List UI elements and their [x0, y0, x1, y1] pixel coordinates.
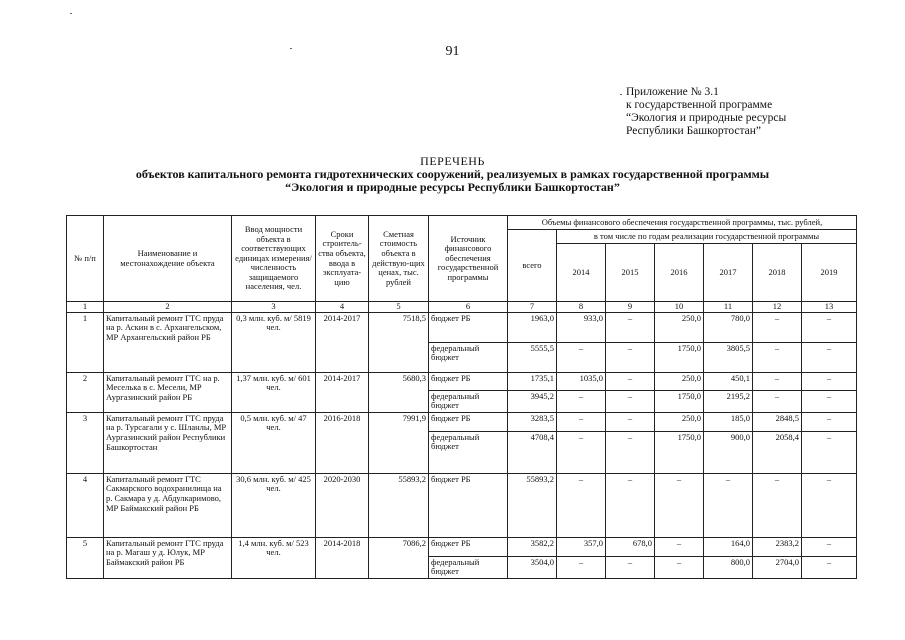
funding-year-value: – [704, 473, 753, 537]
page-number: 91 [445, 44, 460, 59]
object-cost: 55893,2 [369, 473, 429, 537]
funding-total: 1963,0 [508, 312, 557, 342]
funding-year-value: – [557, 473, 606, 537]
funding-year-value: – [606, 390, 655, 412]
header-by-years: в том числе по годам реализации государственной программы [557, 230, 857, 244]
scan-speck [70, 13, 72, 14]
column-number: 4 [316, 302, 369, 313]
header-year: 2019 [802, 244, 857, 302]
funding-year-value: 800,0 [704, 556, 753, 578]
document-title [0, 155, 905, 194]
object-capacity: 0,3 млн. куб. м/ 5819 чел. [232, 312, 316, 372]
funding-total: 3283,5 [508, 412, 557, 431]
funding-source: бюджет РБ [429, 473, 508, 537]
funding-year-value: – [753, 312, 802, 342]
funding-total: 4708,4 [508, 431, 557, 473]
column-number: 1 [67, 302, 104, 313]
scan-speck [620, 94, 622, 95]
funding-year-value: – [557, 556, 606, 578]
header-capacity: Ввод мощности объекта в соответствующих единицах измерения/ численность защищаемого населения, чел. [232, 216, 316, 302]
object-capacity: 0,5 млн. куб. м/ 47 чел. [232, 412, 316, 473]
object-terms: 2016-2018 [316, 412, 369, 473]
column-number: 5 [369, 302, 429, 313]
funding-year-value: – [753, 473, 802, 537]
row-number: 2 [67, 372, 104, 412]
column-number: 3 [232, 302, 316, 313]
funding-year-value: – [606, 342, 655, 372]
header-year: 2014 [557, 244, 606, 302]
funding-total: 3504,0 [508, 556, 557, 578]
header-num: № п/п [67, 216, 104, 302]
funding-source: бюджет РБ [429, 537, 508, 556]
funding-year-value: 250,0 [655, 372, 704, 390]
funding-year-value: – [606, 312, 655, 342]
column-number: 7 [508, 302, 557, 313]
funding-year-value: 2848,5 [753, 412, 802, 431]
funding-year-value: 933,0 [557, 312, 606, 342]
funding-year-value: – [557, 342, 606, 372]
object-cost: 7518,5 [369, 312, 429, 372]
funding-year-value: – [753, 342, 802, 372]
header-source: Источник финансового обеспечения государственной программы [429, 216, 508, 302]
funding-year-value: 2383,2 [753, 537, 802, 556]
column-number: 8 [557, 302, 606, 313]
funding-year-value: – [802, 342, 857, 372]
object-terms: 2014-2018 [316, 537, 369, 578]
funding-year-value: 900,0 [704, 431, 753, 473]
annex-line: Приложение № 3.1 [626, 86, 719, 98]
funding-year-value: 164,0 [704, 537, 753, 556]
object-cost: 7086,2 [369, 537, 429, 578]
column-number: 13 [802, 302, 857, 313]
title-heading: ПЕРЕЧЕНЬ [420, 154, 485, 168]
scan-speck [290, 48, 292, 49]
object-capacity: 30,6 млн. куб. м/ 425 чел. [232, 473, 316, 537]
funding-total: 1735,1 [508, 372, 557, 390]
object-cost: 7991,9 [369, 412, 429, 473]
funding-year-value: – [606, 412, 655, 431]
annex-line: Республики Башкортостан” [626, 125, 762, 137]
funding-year-value: 250,0 [655, 312, 704, 342]
funding-source: федеральный бюджет [429, 431, 508, 473]
funding-year-value: – [655, 537, 704, 556]
table-row [67, 412, 857, 431]
funding-year-value: 2058,4 [753, 431, 802, 473]
table-row [67, 312, 857, 342]
funding-year-value: 2195,2 [704, 390, 753, 412]
funding-source: федеральный бюджет [429, 390, 508, 412]
funding-year-value: 1035,0 [557, 372, 606, 390]
object-terms: 2014-2017 [316, 312, 369, 372]
header-volumes: Объемы финансового обеспечения государственной программы, тыс. рублей, [508, 216, 857, 230]
funding-year-value: 250,0 [655, 412, 704, 431]
object-terms: 2014-2017 [316, 372, 369, 412]
funding-total: 55893,2 [508, 473, 557, 537]
column-number: 6 [429, 302, 508, 313]
column-number: 9 [606, 302, 655, 313]
column-number: 11 [704, 302, 753, 313]
header-terms: Сроки строитель-ства объекта, ввода в эксплуата-цию [316, 216, 369, 302]
header-name: Наименование и местонахождение объекта [104, 216, 232, 302]
annex-line: “Экология и природные ресурсы [626, 112, 787, 124]
funding-year-value: 2704,0 [753, 556, 802, 578]
funding-source: бюджет РБ [429, 412, 508, 431]
funding-year-value: 185,0 [704, 412, 753, 431]
funding-year-value: – [557, 390, 606, 412]
object-capacity: 1,4 млн. куб. м/ 523 чел. [232, 537, 316, 578]
funding-year-value: – [802, 556, 857, 578]
object-cost: 5680,3 [369, 372, 429, 412]
funding-year-value: – [557, 412, 606, 431]
funding-year-value: 450,1 [704, 372, 753, 390]
objects-table [66, 215, 857, 579]
row-number: 1 [67, 312, 104, 372]
object-capacity: 1,37 млн. куб. м/ 601 чел. [232, 372, 316, 412]
object-terms: 2020-2030 [316, 473, 369, 537]
funding-year-value: – [802, 431, 857, 473]
funding-year-value: 3805,5 [704, 342, 753, 372]
funding-year-value: – [802, 412, 857, 431]
funding-total: 3945,2 [508, 390, 557, 412]
funding-year-value: 357,0 [557, 537, 606, 556]
funding-year-value: – [802, 473, 857, 537]
funding-year-value: – [606, 431, 655, 473]
header-year: 2015 [606, 244, 655, 302]
funding-year-value: 1750,0 [655, 390, 704, 412]
funding-source: бюджет РБ [429, 312, 508, 342]
funding-year-value: – [802, 537, 857, 556]
funding-year-value: – [606, 372, 655, 390]
title-subheading: объектов капитального ремонта гидротехнических сооружений, реализуемых в рамках государственной программы [135, 167, 770, 181]
funding-year-value: 1750,0 [655, 431, 704, 473]
column-number: 10 [655, 302, 704, 313]
header-cost: Сметная стоимость объекта в действую-щих ценах, тыс. рублей [369, 216, 429, 302]
table-row [67, 537, 857, 556]
funding-total: 3582,2 [508, 537, 557, 556]
table-row [67, 372, 857, 390]
funding-year-value: 1750,0 [655, 342, 704, 372]
object-name: Капитальный ремонт ГТС Сакмарского водохранилища на р. Сакмара у д. Абдулкаримово, МР Баймакский район РБ [104, 473, 232, 537]
funding-year-value: 678,0 [606, 537, 655, 556]
funding-year-value: – [606, 556, 655, 578]
funding-source: федеральный бюджет [429, 342, 508, 372]
funding-year-value: – [753, 390, 802, 412]
object-name: Капитальный ремонт ГТС на р. Меселька в с. Месели, МР Аургазинский район РБ [104, 372, 232, 412]
header-year: 2016 [655, 244, 704, 302]
funding-year-value: – [753, 372, 802, 390]
funding-total: 5555,5 [508, 342, 557, 372]
funding-year-value: – [655, 473, 704, 537]
annex-line: к государственной программе [626, 99, 773, 111]
row-number: 5 [67, 537, 104, 578]
object-name: Капитальный ремонт ГТС пруда на р. Турсагали у с. Шланлы, МР Аургазинский район Республики Башкортостан [104, 412, 232, 473]
row-number: 3 [67, 412, 104, 473]
funding-year-value: – [655, 556, 704, 578]
annex-block [626, 86, 786, 138]
funding-year-value: – [802, 312, 857, 342]
funding-year-value: – [802, 390, 857, 412]
object-name: Капитальный ремонт ГТС пруда на р. Аскин в с. Архангельском, МР Архангельский район РБ [104, 312, 232, 372]
column-number: 2 [104, 302, 232, 313]
funding-year-value: – [802, 372, 857, 390]
header-total: всего [508, 230, 557, 302]
table-body [67, 312, 857, 578]
table-row [67, 473, 857, 537]
header-year: 2017 [704, 244, 753, 302]
column-number: 12 [753, 302, 802, 313]
object-name: Капитальный ремонт ГТС пруда на р. Магаш у д. Юлук, МР Баймакский район РБ [104, 537, 232, 578]
header-year: 2018 [753, 244, 802, 302]
column-number-row [67, 302, 857, 313]
title-program: “Экология и природные ресурсы Республики Башкортостан” [285, 180, 620, 194]
funding-source: федеральный бюджет [429, 556, 508, 578]
funding-year-value: – [557, 431, 606, 473]
row-number: 4 [67, 473, 104, 537]
funding-year-value: 780,0 [704, 312, 753, 342]
funding-source: бюджет РБ [429, 372, 508, 390]
funding-year-value: – [606, 473, 655, 537]
